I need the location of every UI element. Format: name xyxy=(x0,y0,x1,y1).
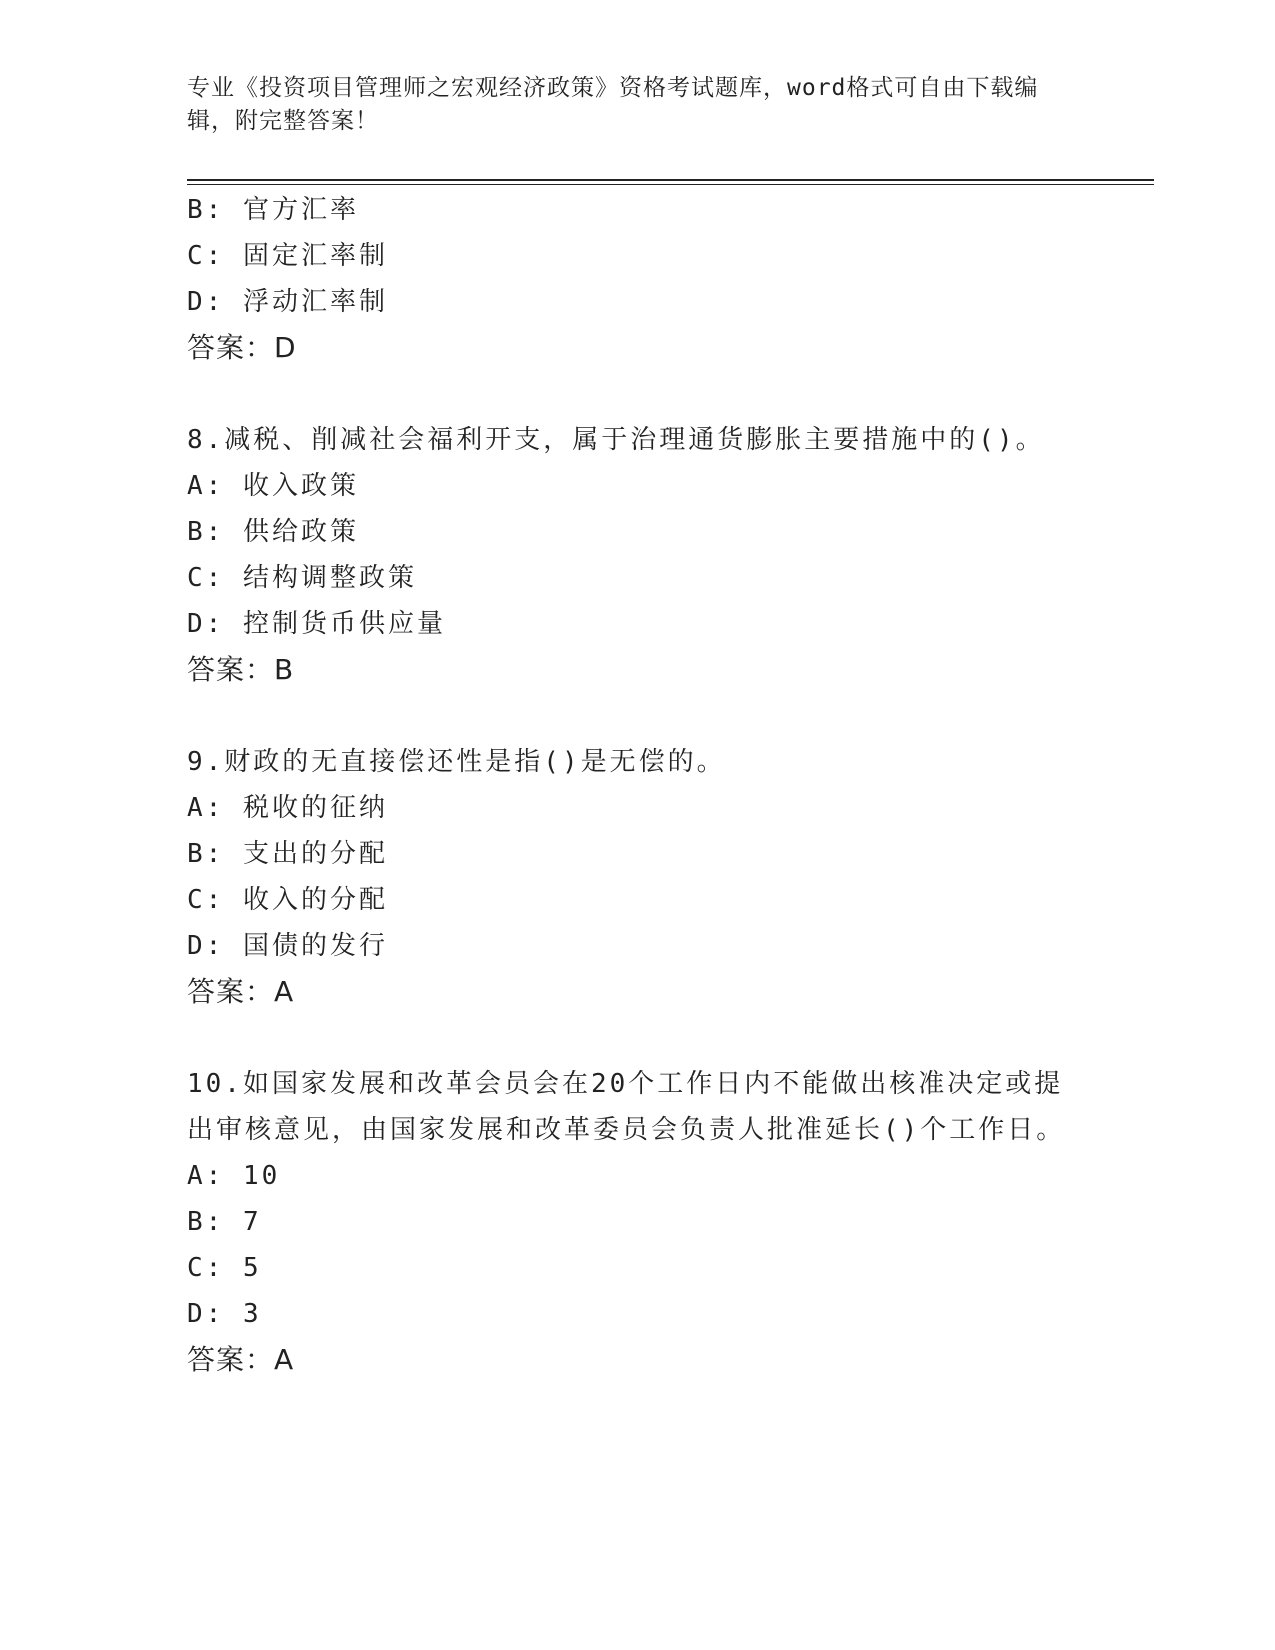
question-text-line-2: 出审核意见，由国家发展和改革委员会负责人批准延长()个工作日。 xyxy=(187,1115,1066,1145)
question-list xyxy=(187,187,1087,1429)
option-c: C: 固定汇率制 xyxy=(187,241,388,271)
header-rule-thick xyxy=(187,179,1154,181)
question-text-line-1: 10.如国家发展和改革会员会在20个工作日内不能做出核准决定或提 xyxy=(187,1069,1064,1099)
question-10 xyxy=(187,1061,1087,1383)
option-a: A: 税收的征纳 xyxy=(187,793,388,823)
question-9 xyxy=(187,739,1087,1015)
answer-line: 答案：A xyxy=(187,1343,295,1376)
header-rule-thin xyxy=(187,184,1154,185)
option-d: D: 浮动汇率制 xyxy=(187,287,388,317)
header-line-2: 辑，附完整答案！ xyxy=(187,108,379,134)
option-c: C: 结构调整政策 xyxy=(187,563,417,593)
header-line-1: 专业《投资项目管理师之宏观经济政策》资格考试题库，word格式可自由下载编 xyxy=(187,75,1039,101)
option-b: B: 7 xyxy=(187,1207,262,1237)
option-b: B: 供给政策 xyxy=(187,517,359,547)
document-header xyxy=(187,72,1087,138)
option-c: C: 5 xyxy=(187,1253,262,1283)
question-continued xyxy=(187,187,1087,371)
question-text: 8.减税、削减社会福利开支，属于治理通货膨胀主要措施中的()。 xyxy=(187,425,1045,455)
answer-line: 答案：A xyxy=(187,975,295,1008)
question-text: 9.财政的无直接偿还性是指()是无偿的。 xyxy=(187,747,726,777)
option-a: A: 收入政策 xyxy=(187,471,359,501)
option-c: C: 收入的分配 xyxy=(187,885,388,915)
option-b: B: 支出的分配 xyxy=(187,839,388,869)
option-b: B: 官方汇率 xyxy=(187,195,359,225)
option-d: D: 3 xyxy=(187,1299,262,1329)
option-a: A: 10 xyxy=(187,1161,281,1191)
option-d: D: 控制货币供应量 xyxy=(187,609,446,639)
question-8 xyxy=(187,417,1087,693)
answer-line: 答案：B xyxy=(187,653,295,686)
answer-line: 答案：D xyxy=(187,331,297,364)
option-d: D: 国债的发行 xyxy=(187,931,388,961)
